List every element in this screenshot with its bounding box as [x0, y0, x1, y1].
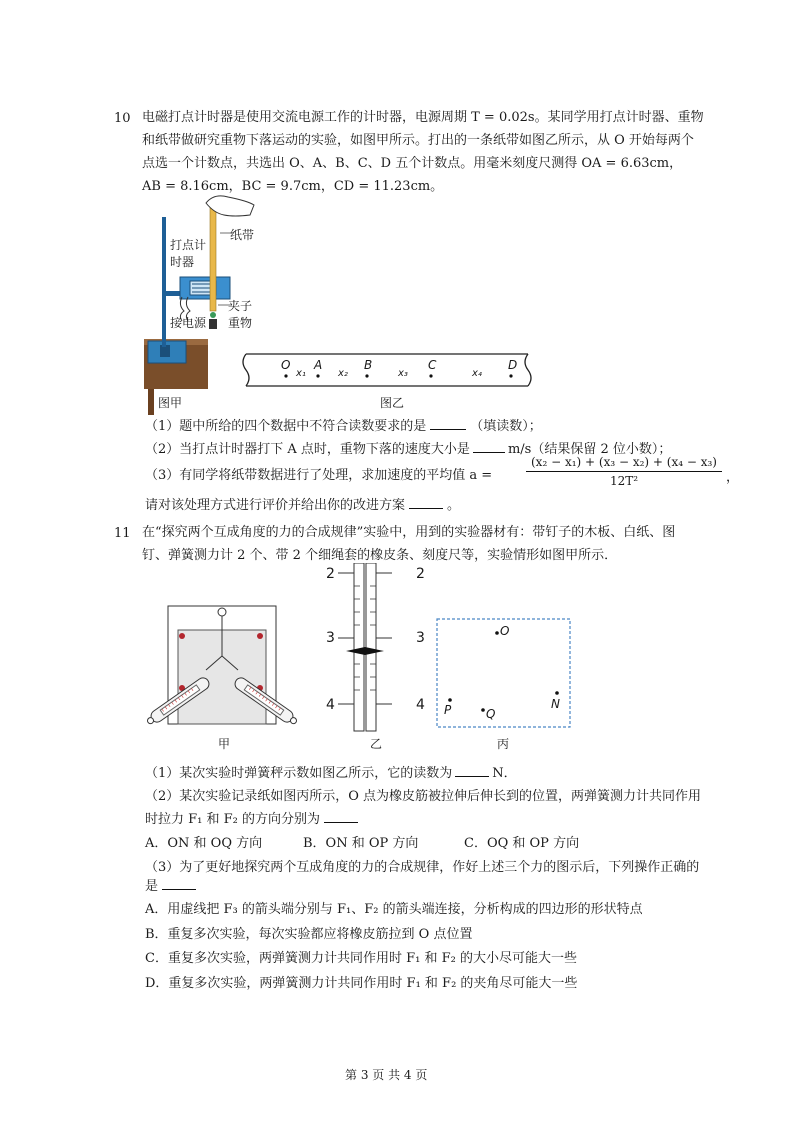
- question-11-stem: [142, 521, 742, 567]
- scale-label-3-left: 3: [326, 630, 335, 646]
- stem-line: 钉、弹簧测力计 2 个、带 2 个细绳套的橡皮条、刻度尺等，实验情形如图甲所示．: [142, 548, 618, 563]
- q11-sub2-option-C[interactable]: C．OQ 和 OP 方向: [464, 836, 580, 851]
- stem-line: 和纸带做研究重物下落运动的实验，如图甲所示。打出的一条纸带如图乙所示，从 O 开始每两个: [142, 133, 694, 148]
- paper-point-N: N: [551, 697, 560, 711]
- label-clip: 夹子: [228, 299, 253, 313]
- scale-label-2-left: 2: [326, 566, 335, 582]
- tape-point-A: A: [314, 358, 323, 372]
- answer-blank[interactable]: [162, 875, 196, 890]
- tape-point-D: D: [508, 358, 518, 372]
- q11-sub3-option-D[interactable]: D．重复多次实验，两弹簧测力计共同作用时 F₁ 和 F₂ 的夹角尽可能大一些: [145, 976, 578, 991]
- figure-jia-board: [140, 604, 308, 734]
- formula-numerator: (x₂ − x₁) + (x₃ − x₂) + (x₄ − x₃): [526, 455, 722, 472]
- q11-sub3-option-B[interactable]: B．重复多次实验，每次实验都应将橡皮筋拉到 O 点位置: [145, 927, 473, 942]
- caption-jia: 图甲: [158, 396, 183, 410]
- stem-line: 在“探究两个互成角度的力的合成规律”实验中，用到的实验器材有：带钉子的木板、白纸、图: [142, 525, 676, 540]
- question-10-stem: [142, 106, 742, 198]
- q11-sub2-line2: 时拉力 F₁ 和 F₂ 的方向分别为: [145, 808, 358, 827]
- q11-sub2-option-B[interactable]: B．ON 和 OP 方向: [303, 836, 419, 851]
- scale-label-3-right: 3: [416, 630, 425, 646]
- label-weight: 重物: [228, 316, 253, 330]
- tape-point-C: C: [428, 358, 437, 372]
- scale-label-2-right: 2: [416, 566, 425, 582]
- q11-sub3-line1: （3）为了更好地探究两个互成角度的力的合成规律，作好上述三个力的图示后，下列操作正确的: [145, 860, 700, 875]
- tape-point-B: B: [364, 358, 373, 372]
- paper-point-O: O: [500, 624, 510, 638]
- scale-label-4-left: 4: [326, 697, 335, 713]
- q11-sub3-option-A[interactable]: A．用虚线把 F₃ 的箭头端分别与 F₁、F₂ 的箭头端连接，分析构成的四边形的形状特点: [145, 902, 643, 917]
- question-10-number: 10: [114, 111, 131, 126]
- answer-blank[interactable]: [473, 438, 505, 453]
- q10-sub1: （1）题中所给的四个数据中不符合读数要求的是 （填读数）；: [145, 415, 542, 434]
- paper-point-Q: Q: [486, 707, 496, 721]
- paper-point-P: P: [444, 703, 452, 717]
- caption-yi: 图乙: [380, 396, 405, 410]
- answer-blank[interactable]: [409, 494, 443, 509]
- q10-sub2: （2）当打点计时器打下 A 点时，重物下落的速度大小是 m/s（结果保留 2 位小数）；: [145, 438, 671, 457]
- stem-line: 电磁打点计时器是使用交流电源工作的计时器，电源周期 T = 0.02s。某同学用打点计时器、重物: [142, 110, 704, 125]
- stem-line: AB = 8.16cm，BC = 9.7cm，CD = 11.23cm。: [142, 179, 444, 194]
- label-tape: 纸带: [230, 228, 255, 242]
- label-timer-2: 时器: [170, 255, 195, 269]
- label-timer: 打点计: [170, 238, 207, 252]
- q11-sub3-option-C[interactable]: C．重复多次实验，两弹簧测力计共同作用时 F₁ 和 F₂ 的大小尽可能大一些: [145, 951, 577, 966]
- q11-sub2-line1: （2）某次实验记录纸如图丙所示，O 点为橡皮筋被拉伸后伸长到的位置，两弹簧测力计共同作用: [145, 789, 702, 804]
- formula-denominator: 12T²: [609, 474, 639, 488]
- formula-comma: ，: [726, 470, 740, 485]
- figure-yi-tape: [240, 350, 536, 394]
- page-footer: 第 3 页 共 4 页: [345, 1068, 428, 1082]
- tape-segment-x3: x₃: [398, 368, 408, 379]
- q10-sub3-line2: 请对该处理方式进行评价并给出你的改进方案 。: [145, 494, 460, 513]
- answer-blank[interactable]: [430, 415, 466, 430]
- acceleration-formula: [526, 455, 722, 488]
- tape-segment-x4: x₄: [472, 368, 482, 379]
- tape-segment-x2: x₂: [338, 368, 348, 379]
- caption-yi-11: 乙: [370, 737, 383, 751]
- question-11-number: 11: [114, 526, 131, 541]
- answer-blank[interactable]: [324, 808, 358, 823]
- answer-blank[interactable]: [455, 762, 489, 777]
- tape-point-O: O: [281, 358, 291, 372]
- q10-sub3: （3）有同学将纸带数据进行了处理，求加速度的平均值 a =: [145, 468, 493, 483]
- stem-line: 点选一个计数点，共选出 O、A、B、C、D 五个计数点。用毫米刻度尺测得 OA = 6.63cm，: [142, 156, 683, 171]
- q11-sub1: （1）某次实验时弹簧秤示数如图乙所示，它的读数为 N．: [145, 762, 517, 781]
- caption-jia-11: 甲: [218, 737, 231, 751]
- caption-bing-11: 丙: [497, 737, 510, 751]
- label-power: 接电源: [170, 316, 207, 330]
- tape-segment-x1: x₁: [296, 368, 306, 379]
- q11-sub3-line2: 是: [145, 875, 196, 894]
- scale-label-4-right: 4: [416, 697, 425, 713]
- q11-sub2-option-A[interactable]: A．ON 和 OQ 方向: [145, 836, 263, 851]
